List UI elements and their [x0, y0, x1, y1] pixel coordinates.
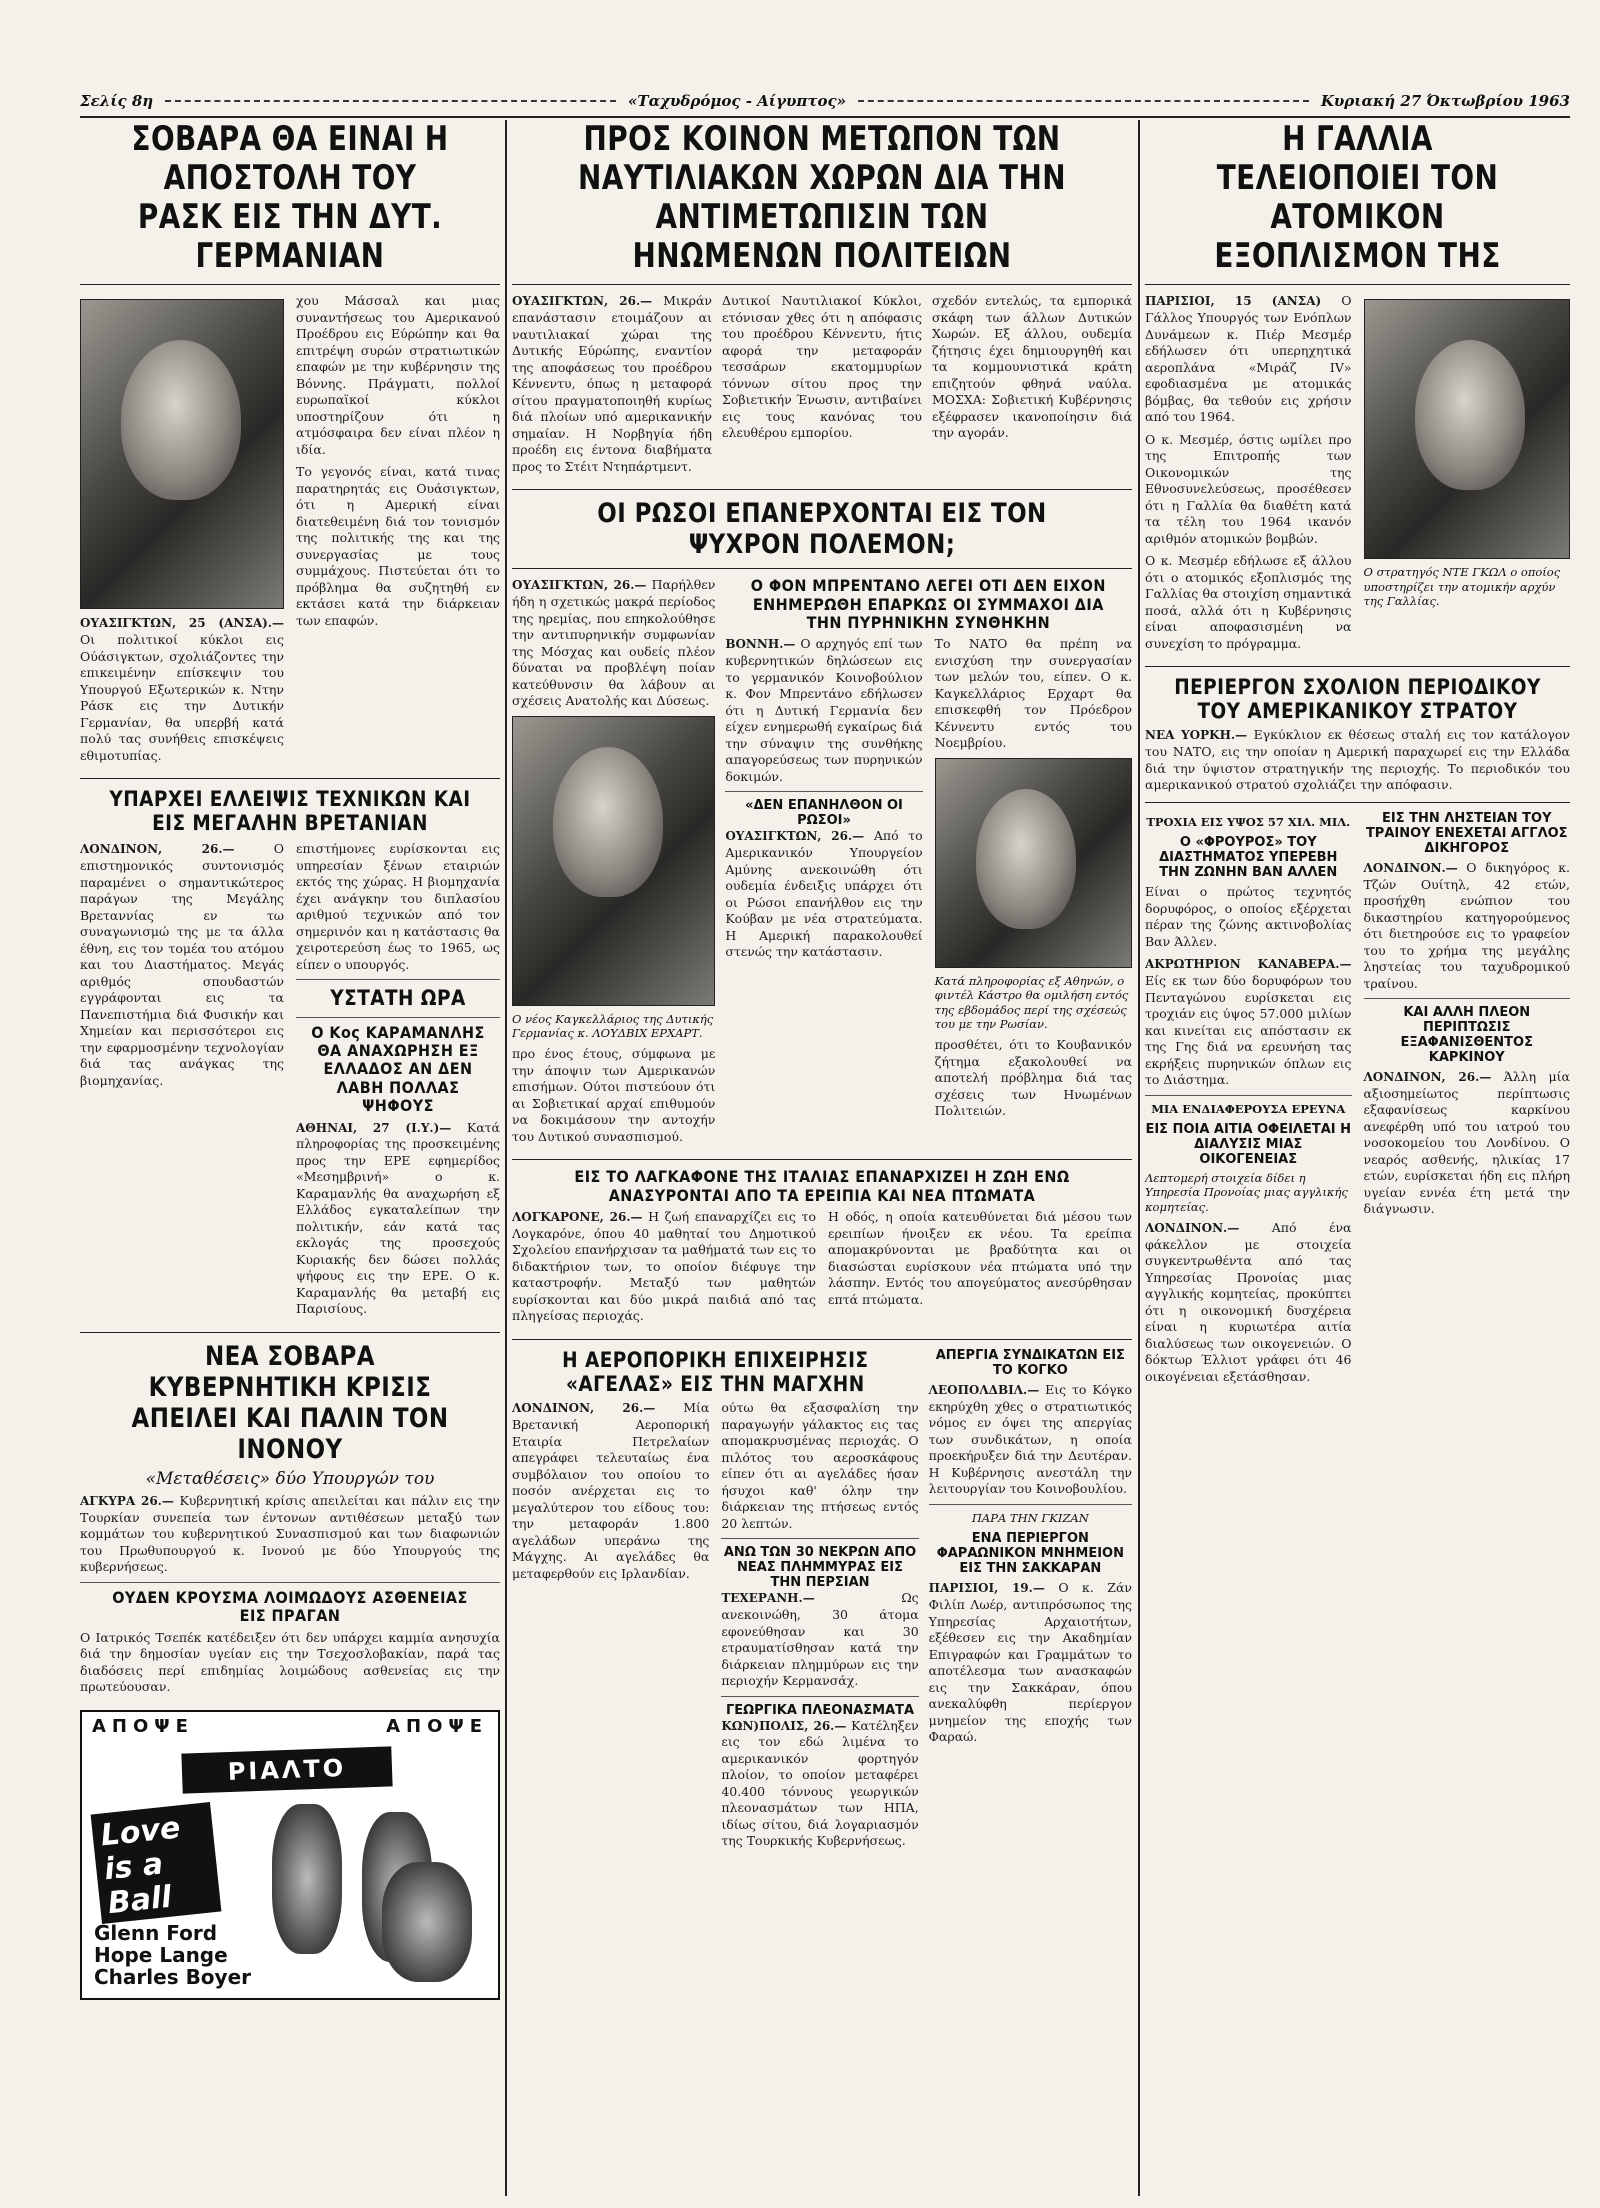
divider: [512, 568, 1132, 569]
dateline: ΑΓΚΥΡΑ 26.—: [80, 1494, 174, 1509]
article-shipping: [512, 293, 1132, 481]
divider: [1364, 998, 1571, 999]
article-text: προ ένος έτους, σύμφωνα με την άποψιν των Αμερικανών επισήμων. Ούτοι πιστεύουν ότι αι Σοβιετικαί αρχαί επιθυμούν να δοκιμάσουν την αντοχήν του Δυτικού συνασπισμού.: [512, 1046, 716, 1144]
article-text: Το ΝΑΤΟ θα πρέπη να ενισχύση την συνεργασίαν των μελών του, είπεν. Ο κ. Καγκελλάριος Ερχαρτ θα επισκεφθή τον Πρόεδρον Κέννεντυ εντός του Νοεμβρίου.: [934, 636, 1132, 751]
cinema-advertisement: [80, 1710, 500, 2000]
article-text: Από ένα φάκελλον με στοιχεία συγκεντρωθέντα από τας Υπηρεσίας Προνοίας μιας αγγλικής κομητείας, προκύπτει ότι η οικονομική δυσχέρεια είναι η κυριωτέρα αιτία διαλύσεως των οικογενειών. Ο δόκτωρ Έλλιοτ γράφει ότι 46 οικογένειαι εξετάσθησαν.: [1145, 1220, 1352, 1384]
divider: [929, 1504, 1132, 1505]
actor-name: Charles Boyer: [94, 1964, 252, 1989]
portrait-face: [121, 340, 241, 500]
article-text: Μικράν επανάστασιν ετοιμάζουν αι ναυτιλιακαί χώραι της Δυτικής Εύρώπης, εναντίον της αποφάσεως του προέδρου Κέννεντυ, όπως η μεταφορά σίτου πραγματοποιηθή κυρίως διά πλοίων υπό αμερικανικήν σημαίαν. Η Νορβηγία ήδη προέδη εις έντονα διαβήματα προς το Στέιτ Ντηπάρτμεντ.: [512, 293, 712, 474]
divider: [1145, 666, 1570, 667]
divider: [512, 489, 1132, 490]
headline-shipping: ΠΡΟΣ ΚΟΙΝΟΝ ΜΕΤΩΠΟΝ ΤΩΝ ΝΑΥΤΙΛΙΑΚΩΝ ΧΩΡΩΝ ΔΙΑ ΤΗΝ ΑΝΤΙΜΕΤΩΠΙΣΙΝ ΤΩΝ ΗΝΩΜΕΝΩΝ ΠΟΛΙΤΕΙΩΝ: [578, 120, 1066, 277]
dateline: ΒΟΝΝΗ.—: [725, 637, 796, 652]
article-text: Εγκύκλιον εκ θέσεως σταλή εις τον κατάλογον του ΝΑΤΟ, εις την οποίαν η Αμερική παραχωρεί εις την Ελλάδα διά την ύψιστον στρατηγικήν της περιοχής. Το περιοδικόν του αμερικανικού στρατού σχολιάζει την απόφασιν.: [1145, 727, 1570, 793]
article-text: Ο δικηγόρος κ. Τζών Ουίτηλ, 42 ετών, προσήχθη ενώπιον του δικαστηρίου κατηγορούμενος ότι διετηρούσε εις το γραφείον του το χρήμα της μεγάλης ληστείας του ταχυδρομικού τραίνου.: [1363, 859, 1570, 991]
dateline: ΟΥΑΣΙΓΚΤΩΝ, 26.—: [725, 829, 865, 844]
lower-right-section: [1145, 811, 1570, 1392]
actor-name: Hope Lange: [94, 1942, 228, 1967]
kicker-orbit: ΤΡΟΧΙΑ ΕΙΣ ΥΨΟΣ 57 ΧΙΛ. ΜΙΛ.: [1146, 814, 1351, 829]
dateline: ΛΟΓΚΑΡΟΝΕ, 26.—: [512, 1210, 643, 1225]
article-text: Ο κ. Ζάν Φιλίπ Λωέρ, αντιπρόσωπος της Υπηρεσίας Αρχαιοτήτων, εξέθεσεν εις την Ακαδημίαν Επιγραφών και Γραμμάτων το αποτέλεσμα των ανασκαφών εις την Σακκάραν, όπου ανεκαλύφθη περίεργον μνημείον της εποχής των Φαραώ.: [928, 1580, 1132, 1745]
photo-castro: [935, 758, 1132, 968]
dateline: ΛΟΝΔΙΝΟΝ, 26.—: [1363, 1070, 1492, 1085]
article-text: Κυβερνητική κρίσις απειλείται και πάλιν εις την Τουρκίαν συνεπεία των έντονων αντιθέσεων μεταξύ των κομμάτων του κυβερνητικού Συνασπισμού και των διαφωνιών του Πρωθυπουργού κ. Ινονού με δύο Υπουργούς της κυβερνήσεως.: [80, 1493, 500, 1575]
divider: [80, 778, 500, 779]
headline-cows: Η ΑΕΡΟΠΟΡΙΚΗ ΕΠΙΧΕΙΡΗΣΙΣ «ΑΓΕΛΑΣ» ΕΙΣ ΤΗΝ ΜΑΓΧΗΝ: [562, 1347, 869, 1397]
page-number: Σελίς 8η: [80, 92, 154, 110]
headline-prague: ΟΥΔΕΝ ΚΡΟΥΣΜΑ ΛΟΙΜΩΔΟΥΣ ΑΣΘΕΝΕΙΑΣ ΕΙΣ ΠΡΑΓΑΝ: [112, 1587, 468, 1626]
dancer-figure: [272, 1804, 342, 1954]
column-left: [80, 120, 500, 2196]
headline-saqqara: ΕΝΑ ΠΕΡΙΕΡΓΟΝ ΦΑΡΑΩΝΙΚΟΝ ΜΝΗΜΕΙΟΝ ΕΙΣ ΤΗΝ ΣΑΚΚΑΡΑΝ: [936, 1531, 1124, 1577]
actor-name: Glenn Ford: [94, 1920, 218, 1945]
headline-last-hour: ΥΣΤΑΤΗ ΩΡΑ: [330, 986, 466, 1011]
dateline: ΚΩΝ)ΠΟΛΙΣ, 26.—: [721, 1718, 847, 1733]
photo-caption: Ο στρατηγός ΝΤΕ ΓΚΩΛ ο οποίος υποστηρίζει την ατομικήν αρχύν της Γαλλίας.: [1363, 565, 1561, 609]
headline-france: Η ΓΑΛΛΙΑ ΤΕΛΕΙΟΠΟΙΕΙ ΤΟΝ ΑΤΟΜΙΚΟΝ ΕΞΟΠΛΙΣΜΟΝ ΤΗΣ: [1214, 120, 1501, 277]
divider: [1145, 284, 1570, 285]
dateline: ΛΕΟΠΟΛΔΒΙΛ.—: [928, 1382, 1040, 1397]
divider: [1145, 802, 1570, 803]
article-text: Εις το Κόγκο εκηρύχθη χθες ο στρατιωτικός νόμος εν όψει της απεργίας των συνδικάτων, η οποία προεκήρυξεν διά την Δευτέραν. Η Κυβέρνησις ανεστάλη την λειτουργίαν του Κοινοβουλίου.: [928, 1381, 1132, 1497]
article-france: [1145, 293, 1570, 658]
column-rule: [505, 120, 507, 2196]
dateline: ΠΑΡΙΣΙΟΙ, 19.—: [928, 1581, 1045, 1596]
dateline: ΟΥΑΣΙΓΚΤΩΝ, 26.—: [512, 578, 647, 593]
kicker-research: ΜΙΑ ΕΝΔΙΑΦΕΡΟΥΣΑ ΕΡΕΥΝΑ: [1151, 1101, 1346, 1116]
article-text: Ο αρχηγός επί των κυβερνητικών δηλώσεων εις το γερμανικόν Κοινοβούλιον κ. Φον Μπρεντάνο εδήλωσεν ότι η Δυτική Γερμανία δεν είχεν ενημερωθή εγκαίρως διά την σύναψιν της συνθήκης απαγορεύσεως των πυρηνικών δοκιμών.: [725, 636, 923, 784]
dateline: ΛΟΝΔΙΝΟΝ.—: [1363, 860, 1458, 875]
dancer-figure: [382, 1862, 472, 1982]
dateline: ΟΥΑΣΙΓΚΤΩΝ, 25 (ΑΝΣΑ).—: [80, 616, 284, 631]
divider: [512, 1339, 1132, 1340]
dateline: ΛΟΝΔΙΝΟΝ.—: [1145, 1221, 1240, 1236]
divider: [296, 1017, 500, 1018]
kicker-giza: ΠΑΡΑ ΤΗΝ ΓΚΙΖΑΝ: [971, 1510, 1089, 1525]
article-text: Άλλη μία αξιοσημείωτος περίπτωσις εξαφανίσεως καρκίνου ανεφέρθη υπό του ιατρού του νοσοκομείου του Λονδίνου. Ο νεαρός ασθενής, ηλικίας 17 ετών, ευρίσκεται ήδη εις πλήρη υγείαν εννέα έτη μετά την διάγνωσιν.: [1363, 1069, 1570, 1217]
article-deck: Λεπτομερή στοιχεία δίδει η Υπηρεσία Προνοίας μιας αγγλικής κομητείας.: [1145, 1170, 1348, 1214]
photo-erhard: [512, 716, 715, 1006]
article-text: Ως ανεκοινώθη, 30 άτομα εφονεύθησαν και 30 ετραυματίσθησαν κατά την διάρκειαν πλημμύρων εις την περιοχήν Κερμανσάχ.: [721, 1590, 919, 1689]
dateline: ΑΘΗΝΑΙ, 27 (Ι.Υ.)—: [296, 1120, 452, 1135]
dateline: ΛΟΝΔΙΝΟΝ, 26.—: [80, 842, 235, 857]
divider: [1145, 1095, 1352, 1096]
divider: [80, 284, 500, 285]
article-rusk: [80, 293, 500, 770]
article-text: Η ζωή επαναρχίζει εις το Λογκαρόνε, όπου 40 μαθηταί του Δημοτικού Σχολείου επανήρχισαν τα μαθήματά των εις το διδακτήριον των, το οποίον διέφυγε την καταστροφήν. Μεταξύ των μαθητών ευρίσκονται και δύο μικρά παιδιά από τας πληγείσας περιοχάς.: [512, 1209, 816, 1324]
ad-label: ΑΠΟΨΕ: [92, 1715, 194, 1737]
paper-name: «Ταχυδρόμος - Αίγυπτος»: [628, 92, 846, 110]
photo-caption: Ο νέος Καγκελλάριος της Δυτικής Γερμανίας κ. ΛΟΥΔΒΙΧ ΕΡΧΑΡΤ.: [512, 1011, 714, 1040]
divider: [725, 791, 922, 792]
divider: [80, 1582, 500, 1583]
issue-date: Κυριακή 27 Όκτωβρίου 1963: [1320, 92, 1570, 110]
dateline: ΑΚΡΩΤΗΡΙΟΝ ΚΑΝΑΒΕΡΑ.—: [1145, 957, 1352, 972]
article-text: Ο κ. Μεσμέρ, όστις ωμίλει προ της Επιτροπής των Οικονομικών της Εθνοσυνελεύσεως, προσέθεσεν ότι η Γαλλία θα διαθέτη κατά τα τέλη του 1964 ικανόν αριθμόν ατομικών βομβών.: [1145, 431, 1352, 546]
lower-middle-section: [512, 1348, 1132, 1856]
article-text: σχεδόν εντελώς, τα εμπορικά σκάφη των άλλων Δυτικών Χωρών. Εξ άλλου, ουδεμία ζήτησις έχει δημιουργηθή και τα κομμουνιστικά κράτη επιζητούν φθηνά ναύλα. ΜΟΣΧΑ: Σοβιετική Κυβέρνησις εξέφρασεν ικανοποίησιν διά την αγοράν.: [932, 293, 1132, 441]
headline-persia: ΑΝΩ ΤΩΝ 30 ΝΕΚΡΩΝ ΑΠΟ ΝΕΑΣ ΠΛΗΜΜΥΡΑΣ ΕΙΣ ΤΗΝ ΠΕΡΣΙΑΝ: [723, 1545, 917, 1591]
article-text: Από το Αμερικανικόν Υπουργείον Αμύνης ανεκοινώθη ότι ουδεμία ένδειξις υπάρχει ότι οι Ρώσοι επανήλθον εις την Κούβαν με νέα στρατεύματα. Η Αμερική παρακολουθεί στενώς την κατάστασιν.: [725, 828, 923, 960]
divider: [80, 1332, 500, 1333]
divider: [296, 979, 500, 980]
photo-de-gaulle: [1364, 299, 1571, 559]
article-text: Δυτικοί Ναυτιλιακοί Κύκλοι, ετόνισαν χθες ότι η απόφασις του προέδρου Κέννεντυ, ήτις αφορά την μεταφοράν τεσσάρων εκατομμυρίων τόννων σίτου προς την Σοβιετικήν Ένωσιν, αντιβαίνει εις τους κανόνας του ελευθέρου εμπορίου.: [722, 293, 922, 441]
divider: [721, 1538, 918, 1539]
headline-technicians: ΥΠΑΡΧΕΙ ΕΛΛΕΙΨΙΣ ΤΕΧΝΙΚΩΝ ΚΑΙ ΕΙΣ ΜΕΓΑΛΗΝ ΒΡΕΤΑΝΙΑΝ: [109, 787, 471, 836]
cinema-name: ΡΙΑΛΤΟ: [181, 1746, 392, 1793]
dateline: ΤΕΧΕΡΑΝΗ.—: [721, 1591, 815, 1606]
portrait-face: [976, 789, 1076, 929]
article-text: επιστήμονες ευρίσκονται εις υπηρεσίαν ξένων εταιριών εκτός της χώρας. Η βιομηχανία έχει ανάγκην του διπλασίου αριθμού τεχνικών από τον σημερινόν και η κατάστασις θα χειροτερεύση έως το 1965, ως είπεν ο υπουργός.: [296, 841, 500, 972]
headline-cancer: ΚΑΙ ΑΛΛΗ ΠΛΕΟΝ ΠΕΡΙΠΤΩΣΙΣ ΕΞΑΦΑΝΙΣΘΕΝΤΟΣ ΚΑΡΚΙΝΟΥ: [1400, 1005, 1533, 1066]
photo-rusk: [80, 299, 284, 609]
article-text: Ο κ. Μεσμέρ εδήλωσε εξ άλλου ότι ο ατομικός εξοπλισμός της Γαλλίας θα στοιχίση σημαντικά ποσά, αλλά ότι η Κυβέρνησις είναι αποφασισμένη να συνεχίση το πρόγραμμα.: [1145, 553, 1352, 651]
headline-brentano: Ο ΦΟΝ ΜΠΡΕΝΤΑΝΟ ΛΕΓΕΙ ΟΤΙ ΔΕΝ ΕΙΧΟΝ ΕΝΗΜΕΡΩΘΗ ΕΠΑΡΚΩΣ ΟΙ ΣΥΜΜΑΧΟΙ ΔΙΑ ΤΗΝ ΠΥΡΗΝΙΚΗΝ ΣΥΝΘΗΚΗΝ: [751, 576, 1107, 633]
divider: [512, 1159, 1132, 1160]
article-text: Ο επιστημονικός συντονισμός παραμένει ο σημαντικώτερος παράγων της Μεγάλης Βρεταννίας εν τω συναγωνισμώ της με τα άλλα έθνη, εις τον τομέα του ατόμου και του Διαστήματος. Μεγάς αριθμός σπουδαστών εγγράφονται εις τα Πανεπιστήμια διά Φυσικήν και Χημείαν και περισσότεροι εις την εφαρμοσμένην τεχνολογίαν διά τας ανάγκας της βιομηχανίας.: [80, 841, 284, 1088]
film-title: Love is a Ball: [91, 1802, 222, 1924]
headline-congo: ΑΠΕΡΓΙΑ ΣΥΝΔΙΚΑΤΩΝ ΕΙΣ ΤΟ ΚΟΓΚΟ: [935, 1347, 1125, 1378]
article-text: Κατέληξεν εις τον εδώ λιμένα το αμερικανικόν φορτηγόν πλοίον, το οποίον μεταφέρει 40.400 τόννους γεωργικών πλεονασμάτων των ΗΠΑ, ιδίως σίτου, διά λογαριασμόν της Τουρκικής Κυβερνήσεως.: [721, 1717, 919, 1849]
headline-surplus: ΓΕΩΡΓΙΚΑ ΠΛΕΟΝΑΣΜΑΤΑ: [725, 1702, 915, 1718]
portrait-face: [1415, 340, 1525, 490]
dateline: ΝΕΑ ΥΟΡΚΗ.—: [1145, 728, 1248, 743]
dateline: ΟΥΑΣΙΓΚΤΩΝ, 26.—: [512, 294, 653, 309]
headline-cold-war: ΟΙ ΡΩΣΟΙ ΕΠΑΝΕΡΧΟΝΤΑΙ ΕΙΣ ΤΟΝ ΨΥΧΡΟΝ ΠΟΛΕΜΟΝ;: [597, 498, 1047, 561]
subheadline-russians: «ΔΕΝ ΕΠΑΝΗΛΘΟΝ ΟΙ ΡΩΣΟΙ»: [745, 798, 903, 829]
column-right: [1145, 120, 1570, 2196]
article-text: Παρήλθεν ήδη η σχετικώς μακρά περίοδος της ηρεμίας, που επηκολούθησε την αντιπυρηνικήν συμφωνίαν της Μόσχας και ουδείς πλέον δύναται να προβλέψη ποίαν κατεύθυνσιν θα λάβουν αι σχέσεις Ανατολής και Δύσεως.: [512, 577, 716, 709]
subheadline-inonu: «Μεταθέσεις» δύο Υπουργών του: [145, 1469, 435, 1490]
article-text: Ο Ιατρικός Τσεπέκ κατέδειξεν ότι δεν υπάρχει καμμία ανησυχία διά την δημοσίαν υγείαν εις την Τσεχοσλοβακίαν, παρά τας διαδόσεις περί επιδημίας λοιμώδους ασθενείας εις την πρωτεύουσαν.: [80, 1629, 500, 1695]
masthead-rule: [80, 116, 1570, 118]
headline-longarone: ΕΙΣ ΤΟ ΛΑΓΚΑΦΟΝΕ ΤΗΣ ΙΤΑΛΙΑΣ ΕΠΑΝΑΡΧΙΖΕΙ Η ΖΩΗ ΕΝΩ ΑΝΑΣΥΡΟΝΤΑΙ ΑΠΟ ΤΑ ΕΡΕΙΠΙΑ ΚΑΙ ΝΕΑ ΠΤΩΜΑΤΑ: [574, 1167, 1070, 1205]
article-text: χου Μάσσαλ και μιας συναντήσεως του Αμερικανού Προέδρου εις Εύρώπην και θα επιτρέψη συρών στρατιωτικών επαφών με την κυβέρνησιν της Βόννης. Πράγματι, πολλοί ευρωπαϊκοί κύκλοι υποστηρίζουν ότι η ατμόσφαιρα δεν είναι πλέον η ιδία.: [296, 293, 500, 457]
article-text: Είς εκ των δύο δορυφόρων του Πενταγώνου ευρίσκεται εις τροχιάν εις ύψος 57.000 μιλίων και κινείται εις απόστασιν εκ της Γης διά να ερευνήση τας εκρήξεις πυρηνικών όπλων εις το Διάστημα.: [1145, 973, 1352, 1088]
headline-family: ΕΙΣ ΠΟΙΑ ΑΙΤΙΑ ΟΦΕΙΛΕΤΑΙ Η ΔΙΑΛΥΣΙΣ ΜΙΑΣ ΟΙΚΟΓΕΝΕΙΑΣ: [1145, 1121, 1352, 1167]
photo-caption: Κατά πληροφορίας εξ Αθηνών, ο φιντέλ Κάστρο θα ομιλήση εντός της εβδομάδος περί της σχέσεώς του με την Ρωσίαν.: [934, 973, 1129, 1032]
portrait-face: [553, 747, 663, 897]
article-text: ούτω θα εξασφαλίση την παραγωγήν γάλακτος εις τας απομακρυσμένας περιοχάς. Ο πιλότος του αεροσκάφους είπεν ότι αι αγελάδες ήσαν ήσυχοι καθ' όλην την διάρκειαν της πτήσεως εντός 20 λεπτών.: [721, 1400, 919, 1531]
article-longarone: [512, 1209, 1132, 1331]
article-text: Είναι ο πρώτος τεχνητός δορυφόρος, ο οποίος εξέρχεται πέραν της ζώνης ακτινοβολίας Βαν Άλλεν.: [1145, 884, 1352, 949]
article-text: Το γεγονός είναι, κατά τινας παρατηρητάς εις Ουάσιγκτων, ότι η Αμερική είναι διατεθειμένη διά τον τονισμόν της πολιτικής της και της συνεργασίας με τους συμμάχους. Πιστεύεται ότι το πρόβλημα θα συζητηθή εν εκτάσει κατά την διάρκειαν των επαφών.: [296, 464, 500, 628]
article-text: Μία Βρετανική Αεροπορική Εταιρία Πετρελαίων απεγράφει τελευταίως ένα συμβόλαιον του οποίου το ποσόν ανέρχεται εις το μεγαλύτερον του είδους του: την μεταφοράν 1.800 αγελάδων υπεράνω της Μάγχης. Αι αγελάδες θα μεταφερθούν εις Ιρλανδίαν.: [512, 1400, 710, 1581]
dateline: ΛΟΝΔΙΝΟΝ, 26.—: [512, 1401, 656, 1416]
headline-karamanlis: Ο Κος ΚΑΡΑΜΑΝΛΗΣ ΘΑ ΑΝΑΧΩΡΗΣΗ ΕΞ ΕΛΛΑΔΟΣ ΑΝ ΔΕΝ ΛΑΒΗ ΠΟΛΛΑΣ ΨΗΦΟΥΣ: [311, 1022, 485, 1116]
masthead: [80, 88, 1570, 114]
divider: [512, 284, 1132, 285]
masthead-divider: [858, 100, 1309, 102]
article-text: Κατά πληροφορίας της προσκειμένης προς την ΕΡΕ εφημερίδος «Μεσημβρινή» ο κ. Καραμανλής θα αναχωρήση εξ Ελλάδος εγκαταλείπων την πολιτικήν, εάν κατά τας εκλογάς της προσεχούς Κυριακής δεν δώσει πολλάς ψήφους εις την ΕΡΕ. Ο κ. Καραμανλής θα μεταβή εις Παρισίους.: [296, 1119, 500, 1317]
divider: [721, 1696, 918, 1697]
cast-list: [94, 1922, 251, 1988]
headline-rusk: ΣΟΒΑΡΑ ΘΑ ΕΙΝΑΙ Η ΑΠΟΣΤΟΛΗ ΤΟΥ ΡΑΣΚ ΕΙΣ ΤΗΝ ΔΥΤ. ΓΕΡΜΑΝΙΑΝ: [131, 120, 449, 277]
headline-army-magazine: ΠΕΡΙΕΡΓΟΝ ΣΧΟΛΙΟΝ ΠΕΡΙΟΔΙΚΟΥ ΤΟΥ ΑΜΕΡΙΚΑΝΙΚΟΥ ΣΤΡΑΤΟΥ: [1174, 675, 1541, 724]
article-text: προσθέτει, ότι το Κουβανικόν ζήτημα εξακολουθεί να αποτελή πρόβλημα διά τας σχέσεις των Ηνωμένων Πολιτειών.: [934, 1037, 1132, 1119]
headline-satellite: Ο «ΦΡΟΥΡΟΣ» ΤΟΥ ΔΙΑΣΤΗΜΑΤΟΣ ΥΠΕΡΕΒΗ ΤΗΝ ΖΩΝΗΝ ΒΑΝ ΑΛΛΕΝ: [1159, 835, 1338, 881]
article-text: Οι πολιτικοί κύκλοι εις Ούάσιγκτων, σχολιάζοντες την επικειμένην επίσκεψιν του Υπουργού Εξωτερικών κ. Ντην Ράσκ εις την Δυτικήν Γερμανίαν, θα υπερβή κατά πολύ τας συνήθεις επισκέψεις εθιμοτυπίας.: [80, 632, 284, 763]
headline-inonu: ΝΕΑ ΣΟΒΑΡΑ ΚΥΒΕΡΝΗΤΙΚΗ ΚΡΙΣΙΣ ΑΠΕΙΛΕΙ ΚΑΙ ΠΑΛΙΝ ΤΟΝ ΙΝΟΝΟΥ: [131, 1340, 449, 1466]
article-text: Η οδός, η οποία κατευθύνεται διά μέσου των ερειπίων ήνοιξεν εκ νέου. Τα ερείπια απομακρύνονται με βραδύτητα και οι διασώσται ευρίσκουν νέα πτώματα υπό την λάσπην. Εντός του απογεύματος ανεσύρθησαν επτά πτώματα.: [828, 1209, 1132, 1307]
article-text: Ο Γάλλος Υπουργός των Ενόπλων Δυνάμεων κ. Πιέρ Μεσμέρ εδήλωσεν ότι υπερηχητικά αεροπλάνα «Μιράζ IV» εφοδιασμένα με ατομικάς βόμβας, θα τεθούν εις χρήσιν από του 1964.: [1145, 293, 1352, 425]
article-technicians: [80, 841, 500, 1323]
headline-train-robbery: ΕΙΣ ΤΗΝ ΛΗΣΤΕΙΑΝ ΤΟΥ ΤΡΑΙΝΟΥ ΕΝΕΧΕΤΑΙ ΑΓΓΛΟΣ ΔΙΚΗΓΟΡΟΣ: [1365, 810, 1568, 856]
column-middle: [512, 120, 1132, 2196]
masthead-divider: [165, 100, 616, 102]
article-inonu: [80, 1493, 500, 1702]
column-rule: [1138, 120, 1140, 2196]
article-cold-war: [512, 577, 1132, 1151]
dateline: ΠΑΡΙΣΙΟΙ, 15 (ΑΝΣΑ): [1145, 294, 1322, 309]
ad-label: ΑΠΟΨΕ: [386, 1715, 488, 1737]
